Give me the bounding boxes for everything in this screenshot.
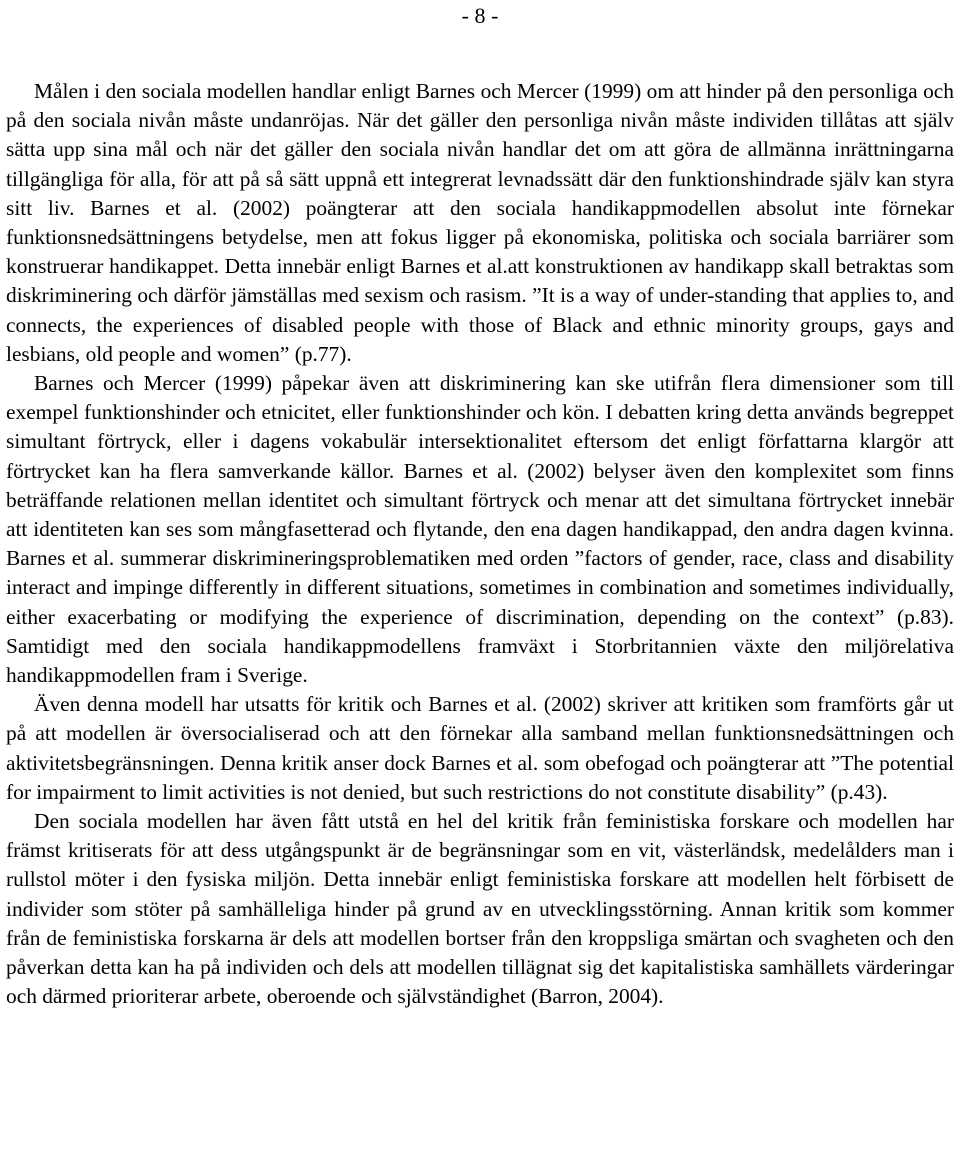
paragraph-feminist-critique: Den sociala modellen har även fått utstå en hel del kritik från feministiska forskare och modellen har främst kritiserats för att dess utgångspunkt är de begränsningar som en vit, västerländsk, medelålders man i rullstol möter i den fysiska miljön. Detta innebär enligt feministiska forskare att modellen helt förbisett de individer som stöter på samhälleliga hinder på grund av en utvecklingsstörning. Annan kritik som kommer från de feministiska forskarna är dels att modellen bortser från den kroppsliga smärtan och svagheten och den påverkan detta kan ha på individen och dels att modellen tillägnat sig det kapitalistiska samhällets värderingar och därmed prioriterar arbete, oberoende och självständighet (Barron, 2004). (6, 809, 954, 1009)
paragraph-critique-oversocialised: Även denna modell har utsatts för kritik och Barnes et al. (2002) skriver att kritiken som framförts går ut på att modellen är översocialiserad och att den förnekar alla samband mellan funktionsnedsättningen och aktivitetsbegränsningen. Denna kritik anser dock Barnes et al. som obefogad och poängterar att ”The potential for impairment to limit activities is not denied, but such restrictions do not constitute disability” (p.43). (6, 692, 954, 804)
paragraph-simultaneous-oppression: Barnes och Mercer (1999) påpekar även att diskriminering kan ske utifrån flera dimensioner som till exempel funktionshinder och etnicitet, eller funktionshinder och kön. I debatten kring detta används begreppet simultant förtryck, eller i dagens vokabulär intersektionalitet eftersom det enligt författarna klargör att förtrycket kan ha flera samverkande källor. Barnes et al. (2002) belyser även den komplexitet som finns beträffande relationen mellan identitet och simultant förtryck och menar att det simultana förtrycket innebär att identiteten kan ses som mångfasetterad och flytande, den ena dagen handikappad, den andra dagen kvinna. Barnes et al. summerar diskrimineringsproblematiken med orden ”factors of gender, race, class and disability interact and impinge differently in different situations, sometimes in combination and sometimes individually, either exacerbating or modifying the experience of discrimination, depending on the context” (p.83). Samtidigt med den sociala handikappmodellens framväxt i Storbritannien växte den miljörelativa handikappmodellen fram i Sverige. (6, 371, 954, 688)
page-number: - 8 - (461, 3, 499, 28)
paragraph-social-model-goals: Målen i den sociala modellen handlar enligt Barnes och Mercer (1999) om att hinder på den personliga och på den sociala nivån måste undanröjas. När det gäller den personliga nivån måste individen tillåtas att själv sätta upp sina mål och när det gäller den sociala nivån handlar det om att göra de allmänna inrättningarna tillgängliga för alla, för att på så sätt uppnå ett integrerat levnadssätt där den funktionshindrade själv kan styra sitt liv. Barnes et al. (2002) poängterar att den sociala handikappmodellen absolut inte förnekar funktionsnedsättningens betydelse, men att fokus ligger på ekonomiska, politiska och sociala barriärer som konstruerar handikappet. Detta innebär enligt Barnes et al.att konstruktionen av handikapp skall betraktas som diskriminering och därför jämställas med sexism och rasism. ”It is a way of under-standing that applies to, and connects, the experiences of disabled people with those of Black and ethnic minority groups, gays and lesbians, old people and women” (p.77). (6, 79, 954, 366)
document-body (6, 77, 954, 1012)
